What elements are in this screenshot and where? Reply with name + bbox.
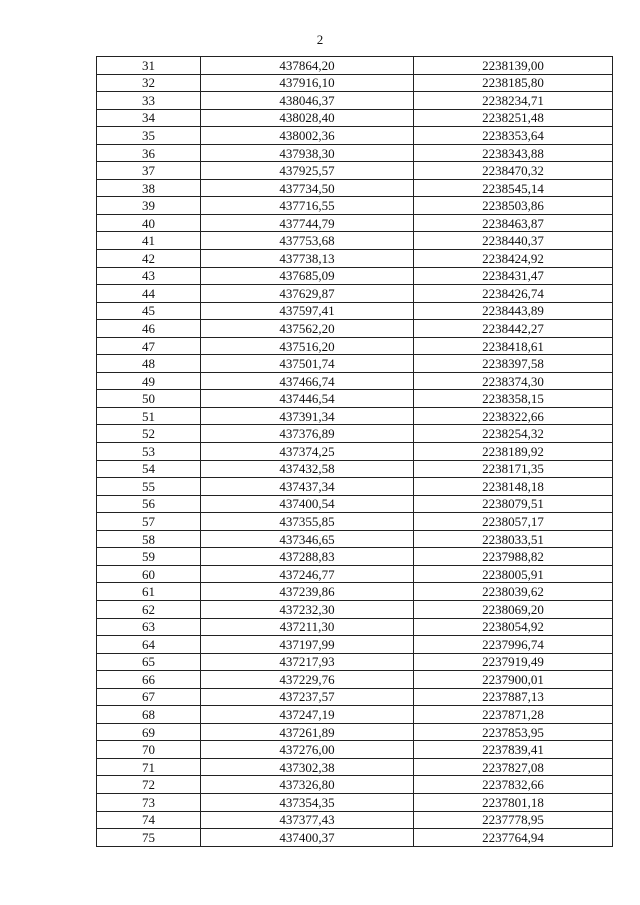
x-coordinate-cell: 437437,34 xyxy=(201,478,414,496)
x-coordinate-cell: 437734,50 xyxy=(201,179,414,197)
table-row xyxy=(97,706,613,724)
x-coordinate-cell: 437374,25 xyxy=(201,443,414,461)
x-coordinate-cell: 437744,79 xyxy=(201,214,414,232)
table-row xyxy=(97,390,613,408)
table-row xyxy=(97,460,613,478)
y-coordinate-cell: 2238148,18 xyxy=(414,478,613,496)
x-coordinate-cell: 437466,74 xyxy=(201,372,414,390)
x-coordinate-cell: 437516,20 xyxy=(201,337,414,355)
y-coordinate-cell: 2238057,17 xyxy=(414,513,613,531)
y-coordinate-cell: 2238443,89 xyxy=(414,302,613,320)
y-coordinate-cell: 2238374,30 xyxy=(414,372,613,390)
x-coordinate-cell: 437355,85 xyxy=(201,513,414,531)
y-coordinate-cell: 2238185,80 xyxy=(414,74,613,92)
point-number-cell: 57 xyxy=(97,513,201,531)
point-number-cell: 40 xyxy=(97,214,201,232)
coordinates-table-body xyxy=(97,57,613,847)
point-number-cell: 63 xyxy=(97,618,201,636)
y-coordinate-cell: 2238424,92 xyxy=(414,250,613,268)
x-coordinate-cell: 437597,41 xyxy=(201,302,414,320)
point-number-cell: 48 xyxy=(97,355,201,373)
y-coordinate-cell: 2238358,15 xyxy=(414,390,613,408)
y-coordinate-cell: 2237887,13 xyxy=(414,688,613,706)
table-row xyxy=(97,127,613,145)
table-row xyxy=(97,162,613,180)
y-coordinate-cell: 2238251,48 xyxy=(414,109,613,127)
y-coordinate-cell: 2238005,91 xyxy=(414,565,613,583)
table-row xyxy=(97,811,613,829)
table-row xyxy=(97,495,613,513)
x-coordinate-cell: 437562,20 xyxy=(201,320,414,338)
table-row xyxy=(97,250,613,268)
table-row xyxy=(97,425,613,443)
y-coordinate-cell: 2237778,95 xyxy=(414,811,613,829)
y-coordinate-cell: 2238254,32 xyxy=(414,425,613,443)
x-coordinate-cell: 437864,20 xyxy=(201,57,414,75)
x-coordinate-cell: 437685,09 xyxy=(201,267,414,285)
table-row xyxy=(97,548,613,566)
table-row xyxy=(97,829,613,847)
x-coordinate-cell: 437326,80 xyxy=(201,776,414,794)
x-coordinate-cell: 437239,86 xyxy=(201,583,414,601)
point-number-cell: 59 xyxy=(97,548,201,566)
point-number-cell: 46 xyxy=(97,320,201,338)
y-coordinate-cell: 2238069,20 xyxy=(414,600,613,618)
table-row xyxy=(97,232,613,250)
point-number-cell: 31 xyxy=(97,57,201,75)
point-number-cell: 64 xyxy=(97,636,201,654)
y-coordinate-cell: 2238343,88 xyxy=(414,144,613,162)
table-row xyxy=(97,513,613,531)
point-number-cell: 34 xyxy=(97,109,201,127)
point-number-cell: 49 xyxy=(97,372,201,390)
point-number-cell: 45 xyxy=(97,302,201,320)
y-coordinate-cell: 2238431,47 xyxy=(414,267,613,285)
table-row xyxy=(97,776,613,794)
point-number-cell: 60 xyxy=(97,565,201,583)
table-row xyxy=(97,74,613,92)
x-coordinate-cell: 438002,36 xyxy=(201,127,414,145)
table-row xyxy=(97,285,613,303)
x-coordinate-cell: 437377,43 xyxy=(201,811,414,829)
point-number-cell: 58 xyxy=(97,530,201,548)
point-number-cell: 56 xyxy=(97,495,201,513)
x-coordinate-cell: 437753,68 xyxy=(201,232,414,250)
y-coordinate-cell: 2238039,62 xyxy=(414,583,613,601)
x-coordinate-cell: 437237,57 xyxy=(201,688,414,706)
y-coordinate-cell: 2238440,37 xyxy=(414,232,613,250)
x-coordinate-cell: 437346,65 xyxy=(201,530,414,548)
point-number-cell: 38 xyxy=(97,179,201,197)
x-coordinate-cell: 437247,19 xyxy=(201,706,414,724)
table-row xyxy=(97,653,613,671)
y-coordinate-cell: 2238397,58 xyxy=(414,355,613,373)
point-number-cell: 69 xyxy=(97,723,201,741)
y-coordinate-cell: 2237801,18 xyxy=(414,793,613,811)
table-row xyxy=(97,302,613,320)
point-number-cell: 42 xyxy=(97,250,201,268)
table-row xyxy=(97,92,613,110)
y-coordinate-cell: 2238079,51 xyxy=(414,495,613,513)
x-coordinate-cell: 437400,54 xyxy=(201,495,414,513)
point-number-cell: 65 xyxy=(97,653,201,671)
x-coordinate-cell: 437391,34 xyxy=(201,407,414,425)
y-coordinate-cell: 2237764,94 xyxy=(414,829,613,847)
table-row xyxy=(97,741,613,759)
x-coordinate-cell: 438028,40 xyxy=(201,109,414,127)
x-coordinate-cell: 437376,89 xyxy=(201,425,414,443)
table-row xyxy=(97,214,613,232)
x-coordinate-cell: 437629,87 xyxy=(201,285,414,303)
y-coordinate-cell: 2238054,92 xyxy=(414,618,613,636)
table-row xyxy=(97,337,613,355)
table-row xyxy=(97,618,613,636)
x-coordinate-cell: 437261,89 xyxy=(201,723,414,741)
y-coordinate-cell: 2237853,95 xyxy=(414,723,613,741)
table-row xyxy=(97,197,613,215)
table-row xyxy=(97,267,613,285)
table-row xyxy=(97,478,613,496)
x-coordinate-cell: 437738,13 xyxy=(201,250,414,268)
y-coordinate-cell: 2238189,92 xyxy=(414,443,613,461)
point-number-cell: 33 xyxy=(97,92,201,110)
y-coordinate-cell: 2238322,66 xyxy=(414,407,613,425)
x-coordinate-cell: 437446,54 xyxy=(201,390,414,408)
y-coordinate-cell: 2238503,86 xyxy=(414,197,613,215)
x-coordinate-cell: 437217,93 xyxy=(201,653,414,671)
y-coordinate-cell: 2238426,74 xyxy=(414,285,613,303)
y-coordinate-cell: 2238171,35 xyxy=(414,460,613,478)
x-coordinate-cell: 437432,58 xyxy=(201,460,414,478)
point-number-cell: 54 xyxy=(97,460,201,478)
table-row xyxy=(97,407,613,425)
table-row xyxy=(97,372,613,390)
point-number-cell: 55 xyxy=(97,478,201,496)
point-number-cell: 72 xyxy=(97,776,201,794)
x-coordinate-cell: 437232,30 xyxy=(201,600,414,618)
page-number: 2 xyxy=(316,32,324,47)
table-row xyxy=(97,688,613,706)
point-number-cell: 53 xyxy=(97,443,201,461)
y-coordinate-cell: 2238442,27 xyxy=(414,320,613,338)
point-number-cell: 43 xyxy=(97,267,201,285)
point-number-cell: 44 xyxy=(97,285,201,303)
x-coordinate-cell: 437916,10 xyxy=(201,74,414,92)
x-coordinate-cell: 438046,37 xyxy=(201,92,414,110)
x-coordinate-cell: 437400,37 xyxy=(201,829,414,847)
y-coordinate-cell: 2237988,82 xyxy=(414,548,613,566)
x-coordinate-cell: 437288,83 xyxy=(201,548,414,566)
y-coordinate-cell: 2237919,49 xyxy=(414,653,613,671)
table-row xyxy=(97,565,613,583)
table-row xyxy=(97,109,613,127)
point-number-cell: 39 xyxy=(97,197,201,215)
point-number-cell: 32 xyxy=(97,74,201,92)
x-coordinate-cell: 437716,55 xyxy=(201,197,414,215)
table-row xyxy=(97,144,613,162)
y-coordinate-cell: 2238470,32 xyxy=(414,162,613,180)
table-row xyxy=(97,443,613,461)
table-row xyxy=(97,793,613,811)
point-number-cell: 35 xyxy=(97,127,201,145)
point-number-cell: 73 xyxy=(97,793,201,811)
point-number-cell: 51 xyxy=(97,407,201,425)
y-coordinate-cell: 2238139,00 xyxy=(414,57,613,75)
y-coordinate-cell: 2237832,66 xyxy=(414,776,613,794)
y-coordinate-cell: 2238234,71 xyxy=(414,92,613,110)
table-row xyxy=(97,530,613,548)
table-row xyxy=(97,636,613,654)
x-coordinate-cell: 437197,99 xyxy=(201,636,414,654)
point-number-cell: 47 xyxy=(97,337,201,355)
table-row xyxy=(97,758,613,776)
x-coordinate-cell: 437501,74 xyxy=(201,355,414,373)
table-row xyxy=(97,355,613,373)
x-coordinate-cell: 437925,57 xyxy=(201,162,414,180)
point-number-cell: 75 xyxy=(97,829,201,847)
point-number-cell: 74 xyxy=(97,811,201,829)
x-coordinate-cell: 437246,77 xyxy=(201,565,414,583)
x-coordinate-cell: 437276,00 xyxy=(201,741,414,759)
y-coordinate-cell: 2238463,87 xyxy=(414,214,613,232)
y-coordinate-cell: 2238353,64 xyxy=(414,127,613,145)
coordinates-table xyxy=(96,56,613,847)
point-number-cell: 70 xyxy=(97,741,201,759)
x-coordinate-cell: 437354,35 xyxy=(201,793,414,811)
y-coordinate-cell: 2238033,51 xyxy=(414,530,613,548)
table-row xyxy=(97,600,613,618)
y-coordinate-cell: 2237827,08 xyxy=(414,758,613,776)
table-row xyxy=(97,583,613,601)
point-number-cell: 36 xyxy=(97,144,201,162)
y-coordinate-cell: 2237900,01 xyxy=(414,671,613,689)
y-coordinate-cell: 2238545,14 xyxy=(414,179,613,197)
point-number-cell: 61 xyxy=(97,583,201,601)
x-coordinate-cell: 437211,30 xyxy=(201,618,414,636)
table-row xyxy=(97,723,613,741)
y-coordinate-cell: 2237871,28 xyxy=(414,706,613,724)
point-number-cell: 52 xyxy=(97,425,201,443)
point-number-cell: 66 xyxy=(97,671,201,689)
point-number-cell: 71 xyxy=(97,758,201,776)
point-number-cell: 41 xyxy=(97,232,201,250)
point-number-cell: 50 xyxy=(97,390,201,408)
x-coordinate-cell: 437302,38 xyxy=(201,758,414,776)
table-row xyxy=(97,179,613,197)
point-number-cell: 37 xyxy=(97,162,201,180)
x-coordinate-cell: 437229,76 xyxy=(201,671,414,689)
y-coordinate-cell: 2237996,74 xyxy=(414,636,613,654)
table-row xyxy=(97,57,613,75)
point-number-cell: 67 xyxy=(97,688,201,706)
table-row xyxy=(97,671,613,689)
point-number-cell: 62 xyxy=(97,600,201,618)
point-number-cell: 68 xyxy=(97,706,201,724)
table-row xyxy=(97,320,613,338)
y-coordinate-cell: 2237839,41 xyxy=(414,741,613,759)
x-coordinate-cell: 437938,30 xyxy=(201,144,414,162)
y-coordinate-cell: 2238418,61 xyxy=(414,337,613,355)
